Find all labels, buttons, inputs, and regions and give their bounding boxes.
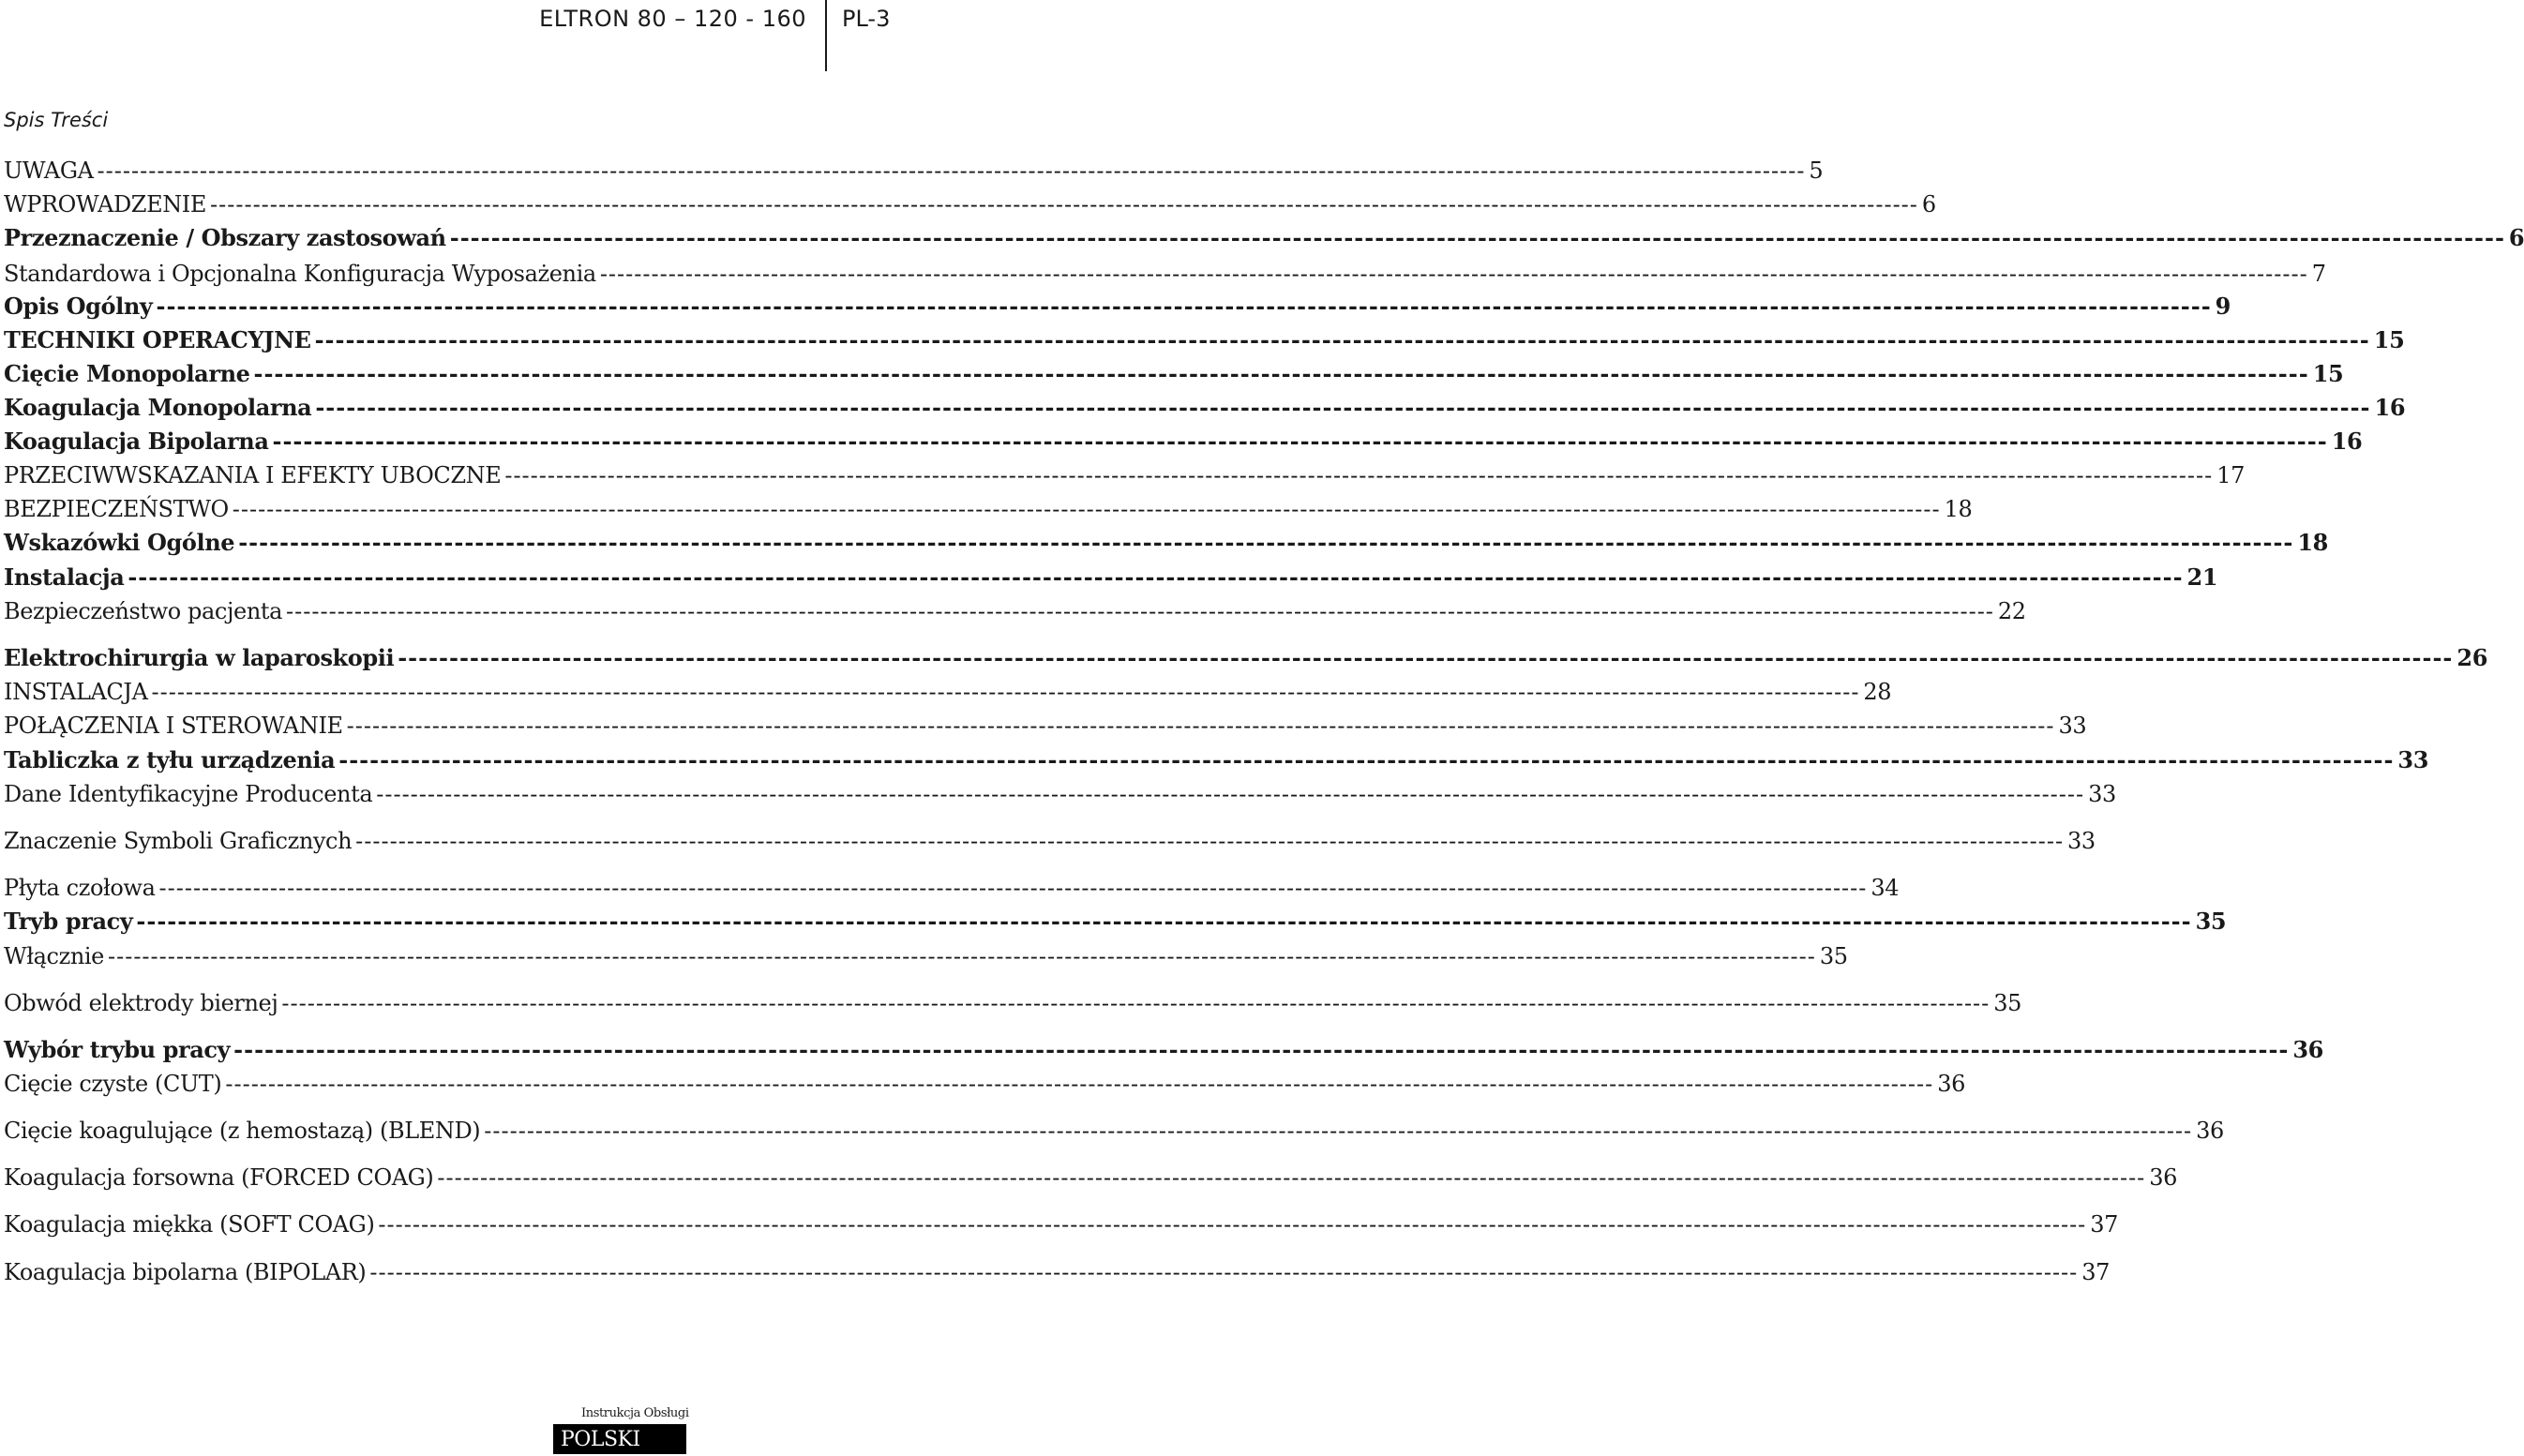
toc-dot-leader: -------------------------------------------------------------------------------------------------------------------------------------------------------------------------------------------------------- xyxy=(107,943,1816,969)
toc-entry-title: Cięcie czyste (CUT) xyxy=(4,1071,222,1097)
toc-dot-leader: -------------------------------------------------------------------------------------------------------------------------------------------------------------------------------------------------------- xyxy=(238,529,2294,556)
toc-entry-title: WPROWADZENIE xyxy=(4,191,207,218)
toc-entry-page-number: 34 xyxy=(1870,875,1900,901)
toc-entry[interactable] xyxy=(4,393,2406,423)
toc-entry-title: Wskazówki Ogólne xyxy=(4,529,235,556)
language-badge xyxy=(553,1424,686,1454)
toc-entry-page-number: 37 xyxy=(2081,1259,2111,1285)
toc-entry[interactable] xyxy=(4,563,2218,593)
toc-entry[interactable] xyxy=(4,359,2344,389)
toc-entry-page-number: 35 xyxy=(1819,943,1848,969)
toc-entry-page-number: 9 xyxy=(2215,293,2231,320)
toc-entry-title: Tabliczka z tyłu urządzenia xyxy=(4,746,336,773)
toc-dot-leader: -------------------------------------------------------------------------------------------------------------------------------------------------------------------------------------------------------- xyxy=(210,191,1918,218)
toc-entry-title: Obwód elektrody biernej xyxy=(4,990,278,1016)
toc-dot-leader: -------------------------------------------------------------------------------------------------------------------------------------------------------------------------------------------------------- xyxy=(253,360,2309,387)
toc-entry-title: Dane Identyfikacyjne Producenta xyxy=(4,781,373,807)
toc-entry-page-number: 7 xyxy=(2311,261,2326,287)
toc-entry-page-number: 15 xyxy=(2373,326,2405,353)
toc-dot-leader: -------------------------------------------------------------------------------------------------------------------------------------------------------------------------------------------------------- xyxy=(599,261,2308,287)
toc-dot-leader: -------------------------------------------------------------------------------------------------------------------------------------------------------------------------------------------------------- xyxy=(484,1118,2193,1144)
toc-entry[interactable] xyxy=(4,1116,2224,1146)
toc-entry-page-number: 21 xyxy=(2186,563,2218,591)
language-label: POLSKI xyxy=(561,1427,640,1451)
toc-dot-leader: -------------------------------------------------------------------------------------------------------------------------------------------------------------------------------------------------------- xyxy=(369,1259,2079,1285)
toc-entry-title: Opis Ogólny xyxy=(4,293,153,320)
toc-entry-title: Instalacja xyxy=(4,563,125,591)
toc-entry[interactable] xyxy=(4,189,1936,219)
toc-entry[interactable] xyxy=(4,988,2022,1018)
toc-dot-leader: -------------------------------------------------------------------------------------------------------------------------------------------------------------------------------------------------------- xyxy=(233,1036,2290,1063)
toc-entry-title: Koagulacja miękka (SOFT COAG) xyxy=(4,1211,375,1238)
toc-entry[interactable] xyxy=(4,259,2326,289)
toc-dot-leader: -------------------------------------------------------------------------------------------------------------------------------------------------------------------------------------------------------- xyxy=(272,428,2328,455)
toc-entry[interactable] xyxy=(4,596,2026,626)
toc-entry-page-number: 36 xyxy=(2149,1164,2178,1191)
toc-entry[interactable] xyxy=(4,460,2245,490)
toc-entry-title: PRZECIWWSKAZANIA I EFEKTY UBOCZNE xyxy=(4,462,502,488)
toc-entry-page-number: 28 xyxy=(1863,679,1892,705)
toc-entry[interactable] xyxy=(4,941,1848,971)
toc-entry-title: Koagulacja forsowna (FORCED COAG) xyxy=(4,1164,434,1191)
toc-entry[interactable] xyxy=(4,907,2227,937)
toc-dot-leader: -------------------------------------------------------------------------------------------------------------------------------------------------------------------------------------------------------- xyxy=(398,644,2454,671)
toc-entry[interactable] xyxy=(4,292,2231,322)
toc-heading: Spis Treści xyxy=(4,109,109,131)
toc-entry-title: UWAGA xyxy=(4,158,94,184)
toc-entry-page-number: 37 xyxy=(2090,1211,2119,1238)
toc-entry-title: Elektrochirurgia w laparoskopii xyxy=(4,644,395,671)
toc-entry[interactable] xyxy=(4,1209,2119,1239)
page-code: PL-3 xyxy=(842,6,891,32)
toc-entry-page-number: 5 xyxy=(1809,158,1824,184)
toc-entry-page-number: 18 xyxy=(1944,496,1973,522)
toc-entry[interactable] xyxy=(4,1035,2323,1065)
toc-entry[interactable] xyxy=(4,1163,2178,1193)
toc-entry-page-number: 33 xyxy=(2088,781,2116,807)
toc-dot-leader: -------------------------------------------------------------------------------------------------------------------------------------------------------------------------------------------------------- xyxy=(315,394,2371,421)
header-divider xyxy=(825,0,827,71)
toc-entry[interactable] xyxy=(4,223,2524,253)
toc-dot-leader: -------------------------------------------------------------------------------------------------------------------------------------------------------------------------------------------------------- xyxy=(158,875,1868,901)
toc-entry-page-number: 35 xyxy=(1993,990,2022,1016)
toc-entry-page-number: 33 xyxy=(2397,746,2429,773)
toc-entry[interactable] xyxy=(4,427,2363,457)
toc-entry[interactable] xyxy=(4,156,1824,186)
document-title: ELTRON 80 – 120 - 160 xyxy=(539,6,806,32)
toc-dot-leader: -------------------------------------------------------------------------------------------------------------------------------------------------------------------------------------------------------- xyxy=(449,224,2505,251)
toc-dot-leader: -------------------------------------------------------------------------------------------------------------------------------------------------------------------------------------------------------- xyxy=(437,1164,2146,1191)
toc-entry-title: Cięcie koagulujące (z hemostazą) (BLEND) xyxy=(4,1118,481,1144)
footer-caption: Instrukcja Obsługi xyxy=(581,1406,689,1420)
toc-entry-title: Bezpieczeństwo pacjenta xyxy=(4,598,283,624)
toc-dot-leader: -------------------------------------------------------------------------------------------------------------------------------------------------------------------------------------------------------- xyxy=(286,598,1994,624)
toc-entry-page-number: 33 xyxy=(2058,713,2087,739)
toc-entry-title: Standardowa i Opcjonalna Konfiguracja Wyposażenia xyxy=(4,261,596,287)
toc-entry-title: Koagulacja Bipolarna xyxy=(4,428,269,455)
toc-entry-page-number: 6 xyxy=(1921,191,1936,218)
toc-dot-leader: -------------------------------------------------------------------------------------------------------------------------------------------------------------------------------------------------------- xyxy=(346,713,2055,739)
toc-dot-leader: -------------------------------------------------------------------------------------------------------------------------------------------------------------------------------------------------------- xyxy=(376,781,2085,807)
toc-dot-leader: -------------------------------------------------------------------------------------------------------------------------------------------------------------------------------------------------------- xyxy=(355,828,2065,854)
toc-entry-title: Włącznie xyxy=(4,943,104,969)
toc-entry-page-number: 22 xyxy=(1997,598,2026,624)
toc-entry[interactable] xyxy=(4,643,2487,673)
toc-entry-title: POŁĄCZENIA I STEROWANIE xyxy=(4,713,343,739)
toc-entry-title: Cięcie Monopolarne xyxy=(4,360,250,387)
toc-dot-leader: -------------------------------------------------------------------------------------------------------------------------------------------------------------------------------------------------------- xyxy=(97,158,1806,184)
toc-entry-page-number: 15 xyxy=(2312,360,2344,387)
toc-dot-leader: -------------------------------------------------------------------------------------------------------------------------------------------------------------------------------------------------------- xyxy=(151,679,1860,705)
toc-entry-page-number: 18 xyxy=(2297,529,2328,556)
toc-entry-page-number: 33 xyxy=(2067,828,2096,854)
toc-dot-leader: -------------------------------------------------------------------------------------------------------------------------------------------------------------------------------------------------------- xyxy=(156,293,2212,320)
toc-entry-page-number: 16 xyxy=(2331,428,2363,455)
toc-entry[interactable] xyxy=(4,677,1892,707)
toc-entry-title: BEZPIECZEŃSTWO xyxy=(4,496,229,522)
toc-entry-title: Przeznaczenie / Obszary zastosowań xyxy=(4,224,446,251)
toc-entry-title: INSTALACJA xyxy=(4,679,148,705)
toc-dot-leader: -------------------------------------------------------------------------------------------------------------------------------------------------------------------------------------------------------- xyxy=(378,1211,2087,1238)
toc-entry[interactable] xyxy=(4,528,2328,558)
toc-dot-leader: -------------------------------------------------------------------------------------------------------------------------------------------------------------------------------------------------------- xyxy=(338,746,2395,773)
toc-dot-leader: -------------------------------------------------------------------------------------------------------------------------------------------------------------------------------------------------------- xyxy=(504,462,2214,488)
toc-entry-title: Znaczenie Symboli Graficznych xyxy=(4,828,353,854)
toc-entry[interactable] xyxy=(4,325,2405,355)
toc-entry-page-number: 6 xyxy=(2508,224,2524,251)
toc-dot-leader: -------------------------------------------------------------------------------------------------------------------------------------------------------------------------------------------------------- xyxy=(225,1071,1934,1097)
toc-entry[interactable] xyxy=(4,711,2087,741)
toc-entry-page-number: 35 xyxy=(2195,908,2227,935)
toc-dot-leader: -------------------------------------------------------------------------------------------------------------------------------------------------------------------------------------------------------- xyxy=(314,326,2370,353)
toc-entry[interactable] xyxy=(4,826,2096,856)
toc-dot-leader: -------------------------------------------------------------------------------------------------------------------------------------------------------------------------------------------------------- xyxy=(136,908,2192,935)
toc-entry-title: Płyta czołowa xyxy=(4,875,156,901)
toc-entry-page-number: 16 xyxy=(2374,394,2406,421)
toc-entry-page-number: 26 xyxy=(2456,644,2487,671)
toc-entry-title: Wybór trybu pracy xyxy=(4,1036,231,1063)
toc-entry-title: TECHNIKI OPERACYJNE xyxy=(4,326,311,353)
toc-entry-page-number: 36 xyxy=(2196,1118,2224,1144)
toc-entry[interactable] xyxy=(4,745,2429,775)
toc-entry[interactable] xyxy=(4,873,1900,903)
toc-entry-page-number: 36 xyxy=(1937,1071,1965,1097)
toc-dot-leader: -------------------------------------------------------------------------------------------------------------------------------------------------------------------------------------------------------- xyxy=(232,496,1941,522)
toc-entry[interactable] xyxy=(4,779,2116,809)
toc-dot-leader: -------------------------------------------------------------------------------------------------------------------------------------------------------------------------------------------------------- xyxy=(281,990,1991,1016)
toc-entry[interactable] xyxy=(4,494,1973,524)
toc-entry-title: Tryb pracy xyxy=(4,908,133,935)
toc-entry-title: Koagulacja bipolarna (BIPOLAR) xyxy=(4,1259,367,1285)
toc-entry-page-number: 17 xyxy=(2216,462,2245,488)
toc-entry-title: Koagulacja Monopolarna xyxy=(4,394,312,421)
toc-entry[interactable] xyxy=(4,1069,1965,1099)
toc-entry[interactable] xyxy=(4,1257,2111,1287)
toc-entry-page-number: 36 xyxy=(2292,1036,2323,1063)
toc-dot-leader: -------------------------------------------------------------------------------------------------------------------------------------------------------------------------------------------------------- xyxy=(128,563,2184,591)
